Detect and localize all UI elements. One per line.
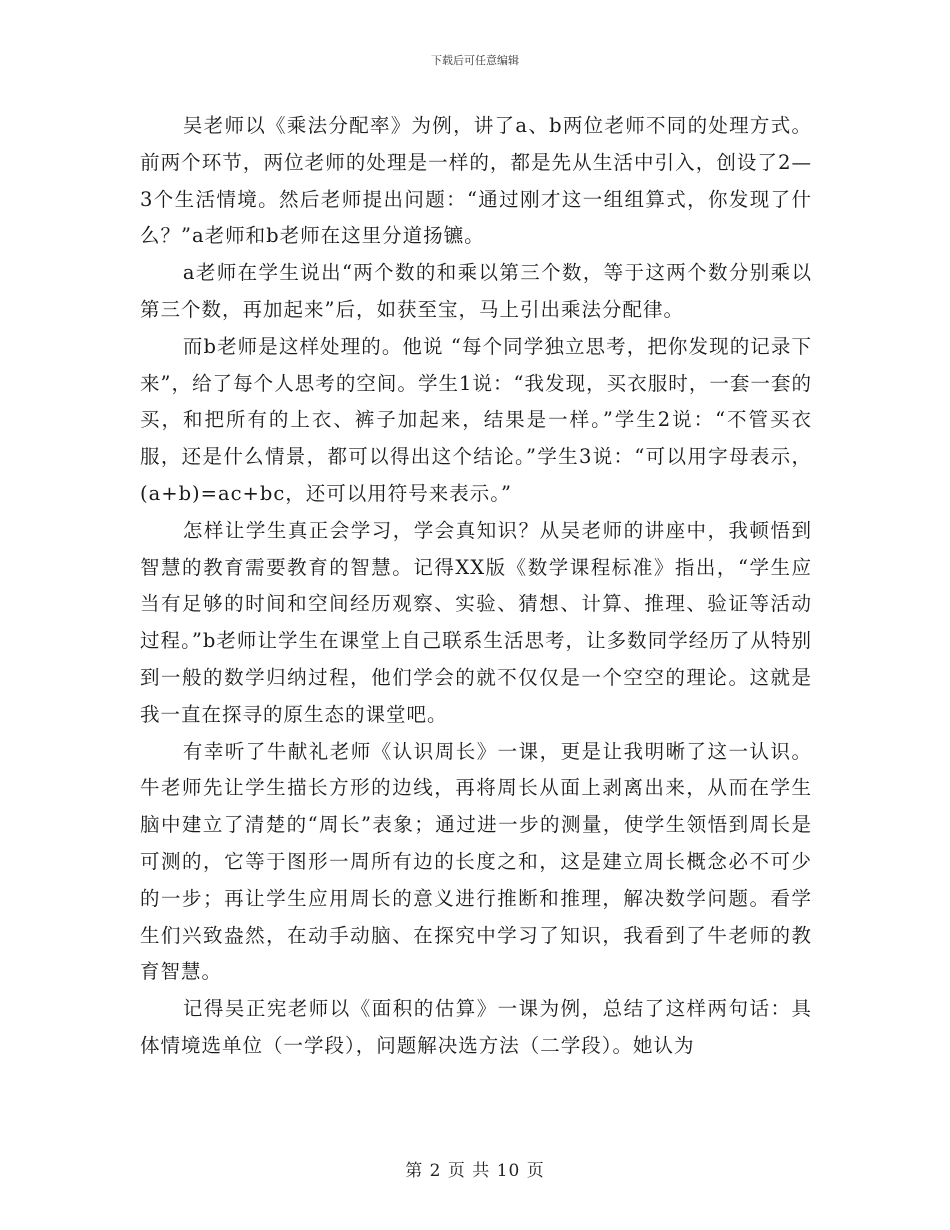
- paragraph-2: a老师在学生说出“两个数的和乘以第三个数，等于这两个数分别乘以第三个数，再加起来”后，如获至宝，马上引出乘法分配律。: [140, 261, 812, 321]
- page-number: 第 2 页 共 10 页: [405, 1161, 545, 1181]
- paragraph-1: 吴老师以《乘法分配率》为例，讲了a、b两位老师不同的处理方式。前两个环节，两位老师的处理是一样的，都是先从生活中引入，创设了2—3个生活情境。然后老师提出问题：“通过刚才这一组组算式，你发现了什么？”a老师和b老师在这里分道扬镳。: [140, 114, 812, 248]
- paragraph-5: 有幸听了牛献礼老师《认识周长》一课，更是让我明晰了这一认识。牛老师先让学生描长方形的边线，再将周长从面上剥离出来，从而在学生脑中建立了清楚的“周长”表象；通过进一步的测量，使学生领悟到周长是可测的，它等于图形一周所有边的长度之和，这是建立周长概念必不可少的一步；再让学生应用周长的意义进行推断和推理，解决数学问题。看学生们兴致盎然，在动手动脑、在探究中学习了知识，我看到了牛老师的教育智慧。: [140, 739, 812, 984]
- document-body: [140, 108, 812, 1065]
- page-header-note: 下载后可任意编辑: [431, 54, 519, 67]
- paragraph-6: 记得吴正宪老师以《面积的估算》一课为例，总结了这样两句话：具体情境选单位（一学段），问题解决选方法（二学段）。她认为: [140, 997, 812, 1057]
- paragraph-4: 怎样让学生真正会学习，学会真知识？从吴老师的讲座中，我顿悟到智慧的教育需要教育的智慧。记得XX版《数学课程标准》指出，“学生应当有足够的时间和空间经历观察、实验、猜想、计算、推理、验证等活动过程。”b老师让学生在课堂上自己联系生活思考，让多数同学经历了从特别到一般的数学归纳过程，他们学会的就不仅仅是一个空空的理论。这就是我一直在探寻的原生态的课堂吧。: [140, 518, 812, 726]
- paragraph-3: 而b老师是这样处理的。他说 “每个同学独立思考，把你发现的记录下来”，给了每个人思考的空间。学生1说：“我发现，买衣服时，一套一套的买，和把所有的上衣、裤子加起来，结果是一样。”学生2说：“不管买衣服，还是什么情景，都可以得出这个结论。”学生3说：“可以用字母表示，(a+b)=ac+bc，还可以用符号来表示。”: [140, 334, 812, 505]
